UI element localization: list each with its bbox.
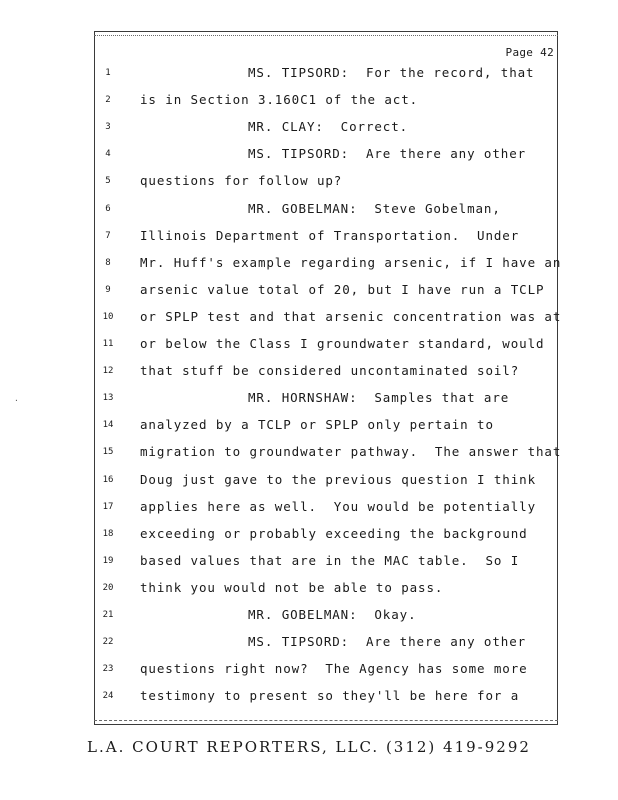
transcript-line [0, 337, 618, 363]
line-text: MR. GOBELMAN: Steve Gobelman, [248, 200, 501, 216]
transcript-line [0, 93, 618, 119]
line-text: Doug just gave to the previous question I think [140, 471, 537, 487]
line-number: 4 [105, 149, 111, 160]
transcript-line [0, 689, 618, 715]
line-number: 18 [102, 528, 114, 539]
line-text: MR. HORNSHAW: Samples that are [248, 390, 510, 406]
reporter-footer: L.A. COURT REPORTERS, LLC. (312) 419-9292 [87, 738, 531, 756]
line-number: 15 [102, 447, 114, 458]
transcript-line [0, 608, 618, 634]
line-number: 20 [102, 582, 114, 593]
line-text: is in Section 3.160C1 of the act. [140, 92, 419, 108]
transcript-line [0, 364, 618, 390]
line-number: 5 [105, 176, 111, 187]
bottom-rule [94, 720, 558, 721]
transcript-line [0, 283, 618, 309]
line-number: 13 [102, 393, 114, 404]
line-text: MS. TIPSORD: Are there any other [248, 634, 527, 650]
line-number: 24 [102, 691, 114, 702]
transcript-line [0, 581, 618, 607]
transcript-line [0, 445, 618, 471]
transcript-line [0, 202, 618, 228]
line-text: analyzed by a TCLP or SPLP only pertain to [140, 417, 494, 433]
transcript-line [0, 310, 618, 336]
line-text: or below the Class I groundwater standard, would [140, 336, 545, 351]
line-number: 12 [102, 366, 114, 377]
line-text: MS. TIPSORD: Are there any other [248, 146, 527, 162]
line-text: or SPLP test and that arsenic concentration was at [140, 308, 562, 324]
line-text: Illinois Department of Transportation. Under [140, 227, 520, 243]
line-text: based values that are in the MAC table. So I [140, 552, 520, 568]
line-text: migration to groundwater pathway. The answer that [140, 444, 562, 460]
line-text: MR. GOBELMAN: Okay. [248, 607, 417, 622]
transcript-line [0, 391, 618, 417]
line-text: exceeding or probably exceeding the background [140, 525, 528, 541]
transcript-line [0, 554, 618, 580]
transcript-line [0, 635, 618, 661]
transcript-line [0, 66, 618, 92]
line-number: 7 [105, 230, 111, 241]
line-text: questions for follow up? [140, 173, 343, 189]
transcript-line [0, 147, 618, 173]
line-number: 10 [102, 311, 114, 322]
line-number: 21 [102, 610, 114, 620]
line-number: 3 [105, 122, 111, 133]
line-text: testimony to present so they'll be here for a [140, 688, 520, 704]
line-text: MS. TIPSORD: For the record, that [248, 65, 535, 80]
top-rule [94, 35, 558, 36]
line-number: 2 [105, 95, 111, 106]
transcript-line [0, 256, 618, 282]
line-text: think you would not be able to pass. [140, 579, 444, 595]
line-text: applies here as well. You would be potentially [140, 498, 537, 514]
transcript-line [0, 662, 618, 688]
line-number: 14 [102, 420, 114, 431]
transcript-line [0, 527, 618, 553]
line-text: arsenic value total of 20, but I have run a TCLP [140, 281, 545, 297]
transcript-line [0, 473, 618, 499]
line-number: 9 [105, 284, 111, 295]
line-number: 8 [105, 257, 111, 268]
line-number: 16 [102, 474, 114, 485]
line-number: 22 [102, 637, 114, 648]
line-number: 6 [105, 203, 111, 214]
line-text: MR. CLAY: Correct. [248, 119, 409, 135]
transcript-line [0, 500, 618, 526]
line-text: questions right now? The Agency has some more [140, 661, 528, 677]
line-text: Mr. Huff's example regarding arsenic, if I have an [140, 254, 562, 270]
line-text: that stuff be considered uncontaminated soil? [140, 363, 520, 379]
line-number: 23 [102, 664, 114, 675]
line-number: 17 [102, 501, 114, 512]
line-number: 1 [105, 68, 111, 78]
page-number: Page 42 [505, 46, 554, 59]
transcript-line [0, 229, 618, 255]
transcript-line [0, 418, 618, 444]
line-number: 19 [102, 555, 114, 566]
line-number: 11 [102, 339, 114, 349]
transcript-line [0, 120, 618, 146]
transcript-line [0, 174, 618, 200]
margin-mark: · [14, 396, 19, 405]
